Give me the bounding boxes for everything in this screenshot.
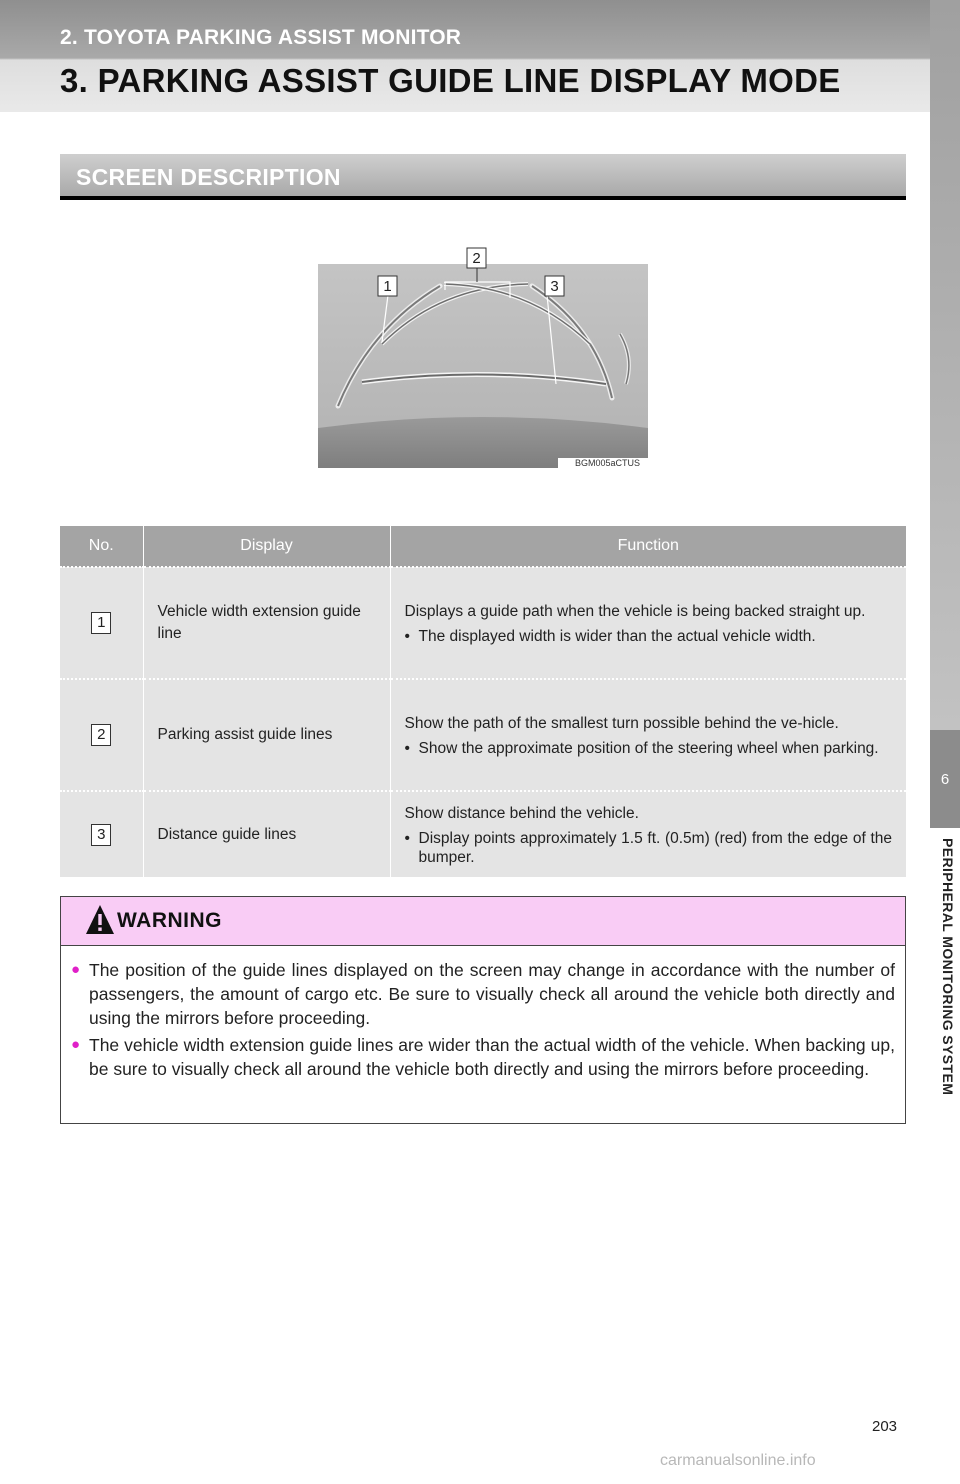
table-row: [60, 679, 906, 791]
function-text: Show distance behind the vehicle.: [404, 804, 639, 822]
display-cell: Parking assist guide lines: [143, 679, 390, 791]
callout-1-text: 1: [383, 278, 392, 295]
screen-description-heading-text: SCREEN DESCRIPTION: [76, 164, 341, 190]
display-cell: Distance guide lines: [143, 791, 390, 877]
function-bullet: • The displayed width is wider than the actual vehicle width.: [405, 627, 893, 646]
page-number: 203: [872, 1418, 898, 1435]
row-number: 1: [91, 612, 111, 634]
callout-1: [378, 276, 397, 296]
function-bullet: • Display points approximately 1.5 ft. (0.5m) (red) from the edge of the bumper.: [405, 829, 893, 867]
watermark: carmanualsonline.info: [660, 1452, 816, 1469]
function-cell: [390, 567, 906, 679]
warning-title: WARNING: [117, 909, 222, 932]
table-row: [60, 567, 906, 679]
function-cell: [390, 679, 906, 791]
figure-code: BGM005aCTUS: [575, 458, 641, 468]
function-text: Displays a guide path when the vehicle is being backed straight up.: [404, 602, 866, 620]
screen-description-heading: [60, 154, 906, 200]
header-display: Display: [143, 526, 390, 567]
row-number: 3: [91, 824, 111, 846]
warning-triangle-icon: [85, 903, 115, 937]
display-cell: Vehicle width extension guide line: [143, 567, 390, 679]
header-function: Function: [390, 526, 906, 567]
callout-2-text: 2: [472, 250, 481, 267]
warning-item: ● The vehicle width extension guide lines are wider than the actual width of the vehicle. When backing up, be sure to visually check all around the vehicle both directly and using the mirrors before proceeding.: [75, 1033, 895, 1081]
function-cell: [390, 791, 906, 877]
header-no: No.: [60, 526, 143, 567]
warning-header: [61, 897, 905, 946]
row-number: 2: [91, 724, 111, 746]
section-label: 2. TOYOTA PARKING ASSIST MONITOR: [60, 26, 462, 49]
warning-box: [60, 896, 906, 1124]
camera-screen-figure: [300, 238, 670, 478]
function-text: Show the path of the smallest turn possible behind the ve-hicle.: [404, 714, 839, 732]
table-header-row: [60, 526, 906, 567]
function-table: [60, 526, 906, 877]
callout-3: [545, 276, 564, 296]
callout-2: [467, 248, 486, 268]
chapter-tab-number[interactable]: 6: [930, 730, 960, 828]
chapter-tab-label: PERIPHERAL MONITORING SYSTEM: [940, 838, 956, 1096]
row-number-cell: [60, 791, 143, 877]
side-tab-band: [930, 0, 960, 730]
warning-item: ● The position of the guide lines displayed on the screen may change in accordance with the number of passengers, the amount of cargo etc. Be sure to visually check all around the vehicle both directly and using the mirrors before proceeding.: [75, 958, 895, 1030]
table-row: [60, 791, 906, 877]
row-number-cell: [60, 567, 143, 679]
callout-3-text: 3: [550, 278, 559, 295]
row-number-cell: [60, 679, 143, 791]
function-bullet: • Show the approximate position of the steering wheel when parking.: [405, 739, 893, 758]
page-title: 3. PARKING ASSIST GUIDE LINE DISPLAY MODE: [60, 62, 841, 99]
warning-body: [61, 946, 905, 1081]
